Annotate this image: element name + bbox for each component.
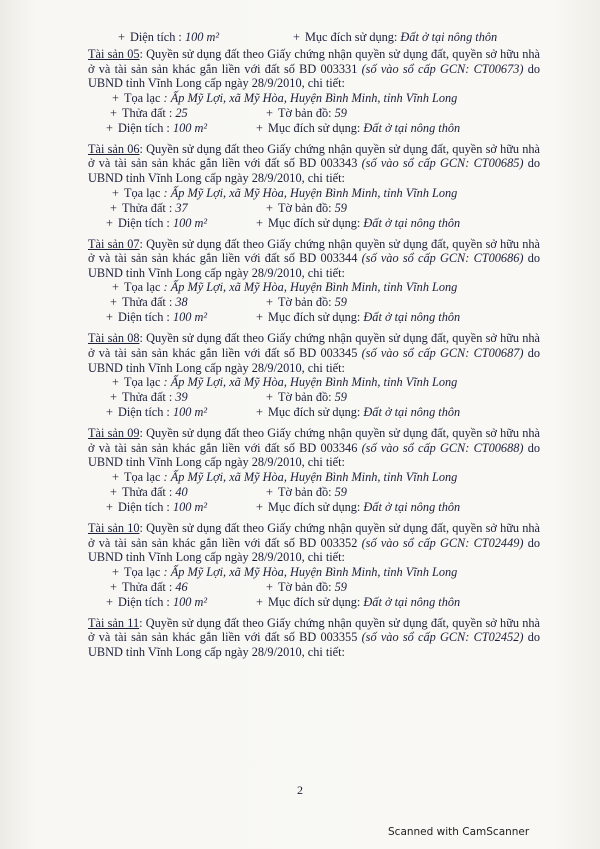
asset-block-10 bbox=[88, 521, 540, 610]
plot-value: 38 bbox=[175, 295, 188, 310]
bullet-plus: + bbox=[118, 30, 125, 44]
asset-heading: Tài sản 07 bbox=[88, 236, 140, 251]
asset-block-06 bbox=[88, 142, 540, 231]
purpose-label: Mục đích sử dụng: bbox=[267, 499, 361, 514]
asset-text: : Quyền sử dụng đất theo Giấy chứng nhận quyền sử dụng đất, quyền sở hữu nhà ở và tài sản sản khác gắn liền với đất số BD 003346 bbox=[88, 426, 541, 455]
asset-text: : Quyền sử dụng đất theo Giấy chứng nhận quyền sử dụng đất, quyền sở hữu nhà ở và tài sản sản khác gắn liền với đất số BD 003352 bbox=[88, 520, 541, 550]
asset-text: : Quyền sử dụng đất theo Giấy chứng nhận quyền sử dụng đất, quyền sở hữu nhà ở và tài sản sản khác gắn liền với đất số BD 003345 bbox=[88, 331, 541, 360]
sheet-value: 59 bbox=[334, 200, 347, 215]
bullet-plus: + bbox=[112, 375, 119, 390]
sheet-label: Tờ bản đồ: bbox=[277, 200, 332, 215]
sheet-label: Tờ bản đồ: bbox=[277, 484, 332, 499]
bullet-plus: + bbox=[293, 30, 300, 44]
area-value: 100 m² bbox=[172, 120, 208, 135]
bullet-plus: + bbox=[110, 484, 117, 499]
purpose-value: Đất ở tại nông thôn bbox=[363, 405, 461, 420]
sheet-label: Tờ bản đồ: bbox=[277, 105, 332, 120]
bullet-plus: + bbox=[110, 200, 117, 215]
asset-registration: (số vào sổ cấp GCN: CT00673) bbox=[361, 61, 524, 76]
bullet-plus: + bbox=[112, 469, 119, 484]
bullet-plus: + bbox=[266, 105, 273, 120]
plot-label: Thửa đất : bbox=[121, 295, 173, 310]
asset-block-05 bbox=[88, 47, 540, 136]
purpose-label: Mục đích sử dụng: bbox=[304, 30, 398, 44]
area-label: Diện tích : bbox=[129, 30, 182, 44]
asset-04-tail-line bbox=[118, 30, 540, 45]
document-body bbox=[88, 30, 540, 665]
asset-paragraph bbox=[88, 47, 540, 91]
location-line bbox=[88, 470, 540, 485]
asset-paragraph bbox=[88, 426, 540, 470]
plot-label: Thửa đất : bbox=[121, 484, 173, 499]
location-value: : Ấp Mỹ Lợi, xã Mỹ Hòa, Huyện Bình Minh, tỉnh Vĩnh Long bbox=[163, 185, 458, 200]
plot-line bbox=[88, 580, 540, 595]
plot-line bbox=[88, 390, 540, 405]
asset-block-09 bbox=[88, 426, 540, 515]
asset-registration: (số vào sổ cấp GCN: CT02449) bbox=[361, 535, 524, 550]
plot-value: 39 bbox=[175, 390, 188, 405]
location-value: : Ấp Mỹ Lợi, xã Mỹ Hòa, Huyện Bình Minh, tỉnh Vĩnh Long bbox=[163, 469, 458, 484]
plot-value: 46 bbox=[175, 579, 188, 594]
area-value: 100 m² bbox=[172, 405, 208, 420]
purpose-value: Đất ở tại nông thôn bbox=[363, 310, 461, 325]
sheet-value: 59 bbox=[334, 579, 347, 594]
plot-label: Thửa đất : bbox=[121, 579, 173, 594]
plot-value: 25 bbox=[175, 105, 188, 120]
area-label: Diện tích : bbox=[117, 499, 170, 514]
asset-text-tail: do UBND tỉnh Vĩnh Long cấp ngày 28/9/2010, chi tiết: bbox=[88, 345, 540, 375]
bullet-plus: + bbox=[256, 120, 263, 135]
plot-line bbox=[88, 485, 540, 500]
location-value: : Ấp Mỹ Lợi, xã Mỹ Hòa, Huyện Bình Minh, tỉnh Vĩnh Long bbox=[163, 375, 458, 390]
asset-registration: (số vào sổ cấp GCN: CT00686) bbox=[361, 251, 524, 266]
sheet-value: 59 bbox=[334, 484, 347, 499]
bullet-plus: + bbox=[112, 185, 119, 200]
bullet-plus: + bbox=[266, 484, 273, 499]
asset-text-tail: do UBND tỉnh Vĩnh Long cấp ngày 28/9/2010, chi tiết: bbox=[88, 535, 540, 565]
bullet-plus: + bbox=[256, 310, 263, 325]
bullet-plus: + bbox=[110, 105, 117, 120]
plot-line bbox=[88, 295, 540, 310]
bullet-plus: + bbox=[106, 499, 113, 514]
bullet-plus: + bbox=[256, 215, 263, 230]
bullet-plus: + bbox=[106, 120, 113, 135]
area-line bbox=[88, 405, 540, 420]
location-value: : Ấp Mỹ Lợi, xã Mỹ Hòa, Huyện Bình Minh, tỉnh Vĩnh Long bbox=[163, 90, 458, 105]
area-line bbox=[88, 500, 540, 515]
purpose-value: Đất ở tại nông thôn bbox=[363, 499, 461, 514]
asset-text: : Quyền sử dụng đất theo Giấy chứng nhận quyền sử dụng đất, quyền sở hữu nhà ở và tài sản sản khác gắn liền với đất số BD 003355 bbox=[88, 615, 540, 645]
bullet-plus: + bbox=[266, 200, 273, 215]
sheet-label: Tờ bản đồ: bbox=[277, 579, 332, 594]
area-line bbox=[88, 310, 540, 325]
asset-text: : Quyền sử dụng đất theo Giấy chứng nhận quyền sử dụng đất, quyền sở hữu nhà ở và tài sản sản khác gắn liền với đất số BD 003344 bbox=[88, 236, 541, 266]
purpose-label: Mục đích sử dụng: bbox=[267, 215, 361, 230]
area-value: 100 m² bbox=[184, 30, 220, 44]
asset-heading: Tài sản 10 bbox=[88, 520, 140, 535]
purpose-label: Mục đích sử dụng: bbox=[267, 310, 361, 325]
area-line bbox=[88, 595, 540, 610]
asset-block-07 bbox=[88, 237, 540, 326]
purpose-label: Mục đích sử dụng: bbox=[267, 120, 361, 135]
asset-heading: Tài sản 09 bbox=[88, 426, 140, 441]
bullet-plus: + bbox=[266, 295, 273, 310]
sheet-value: 59 bbox=[334, 105, 347, 120]
bullet-plus: + bbox=[106, 405, 113, 420]
bullet-plus: + bbox=[110, 295, 117, 310]
location-line bbox=[88, 280, 540, 295]
asset-registration: (số vào sổ cấp GCN: CT02452) bbox=[361, 630, 524, 645]
bullet-plus: + bbox=[256, 594, 263, 609]
asset-registration: (số vào sổ cấp GCN: CT00687) bbox=[361, 345, 524, 360]
location-line bbox=[88, 186, 540, 201]
asset-paragraph bbox=[88, 142, 540, 186]
plot-value: 40 bbox=[175, 484, 188, 499]
plot-line bbox=[88, 106, 540, 121]
purpose-value: Đất ở tại nông thôn bbox=[363, 120, 461, 135]
sheet-label: Tờ bản đồ: bbox=[277, 390, 332, 405]
asset-text-tail: do UBND tỉnh Vĩnh Long cấp ngày 28/9/2010, chi tiết: bbox=[88, 440, 540, 470]
location-label: Tọa lạc bbox=[123, 564, 161, 579]
plot-line bbox=[88, 201, 540, 216]
area-label: Diện tích : bbox=[117, 405, 170, 420]
purpose-value: Đất ở tại nông thôn bbox=[363, 594, 461, 609]
area-label: Diện tích : bbox=[117, 120, 170, 135]
scanner-watermark: Scanned with CamScanner bbox=[388, 826, 530, 838]
purpose-value: Đất ở tại nông thôn bbox=[363, 215, 461, 230]
location-line bbox=[88, 565, 540, 580]
asset-text: : Quyền sử dụng đất theo Giấy chứng nhận quyền sử dụng đất, quyền sở hữu nhà ở và tài sản sản khác gắn liền với đất số BD 003331 bbox=[88, 47, 541, 76]
asset-block-08 bbox=[88, 331, 540, 420]
asset-paragraph bbox=[88, 331, 540, 375]
asset-block-11 bbox=[88, 616, 540, 660]
area-line bbox=[88, 121, 540, 136]
location-label: Tọa lạc bbox=[123, 375, 161, 390]
bullet-plus: + bbox=[266, 390, 273, 405]
purpose-value: Đất ở tại nông thôn bbox=[400, 30, 498, 44]
page-number: 2 bbox=[297, 783, 303, 797]
plot-label: Thửa đất : bbox=[121, 105, 173, 120]
bullet-plus: + bbox=[110, 579, 117, 594]
plot-value: 37 bbox=[175, 200, 188, 215]
asset-paragraph bbox=[88, 616, 540, 660]
location-value: : Ấp Mỹ Lợi, xã Mỹ Hòa, Huyện Bình Minh, tỉnh Vĩnh Long bbox=[163, 564, 458, 579]
bullet-plus: + bbox=[106, 215, 113, 230]
asset-heading: Tài sản 05 bbox=[88, 47, 140, 61]
bullet-plus: + bbox=[106, 310, 113, 325]
asset-text: : Quyền sử dụng đất theo Giấy chứng nhận quyền sử dụng đất, quyền sở hữu nhà ở và tài sản sản khác gắn liền với đất số BD 003343 bbox=[88, 141, 541, 171]
asset-text-tail: do UBND tỉnh Vĩnh Long cấp ngày 28/9/2010, chi tiết: bbox=[88, 156, 540, 185]
location-line bbox=[88, 375, 540, 390]
area-label: Diện tích : bbox=[117, 310, 170, 325]
bullet-plus: + bbox=[112, 280, 119, 295]
bullet-plus: + bbox=[266, 579, 273, 594]
area-value: 100 m² bbox=[172, 594, 208, 609]
asset-list bbox=[88, 47, 540, 610]
sheet-label: Tờ bản đồ: bbox=[277, 295, 332, 310]
area-label: Diện tích : bbox=[117, 215, 170, 230]
plot-label: Thửa đất : bbox=[121, 200, 173, 215]
asset-paragraph bbox=[88, 521, 540, 565]
location-label: Tọa lạc bbox=[123, 90, 161, 105]
purpose-label: Mục đích sử dụng: bbox=[267, 594, 361, 609]
asset-registration: (số vào sổ cấp GCN: CT00688) bbox=[361, 440, 524, 455]
area-line bbox=[88, 216, 540, 231]
bullet-plus: + bbox=[112, 90, 119, 105]
location-label: Tọa lạc bbox=[123, 469, 161, 484]
asset-text-tail: do UBND tỉnh Vĩnh Long cấp ngày 28/9/2010, chi tiết: bbox=[88, 630, 540, 659]
purpose-label: Mục đích sử dụng: bbox=[267, 405, 361, 420]
asset-paragraph bbox=[88, 237, 540, 281]
sheet-value: 59 bbox=[334, 295, 347, 310]
asset-heading: Tài sản 08 bbox=[88, 331, 140, 346]
asset-text-tail: do UBND tỉnh Vĩnh Long cấp ngày 28/9/2010, chi tiết: bbox=[88, 251, 540, 280]
area-value: 100 m² bbox=[172, 499, 208, 514]
location-line bbox=[88, 91, 540, 106]
bullet-plus: + bbox=[256, 499, 263, 514]
plot-label: Thửa đất : bbox=[121, 390, 173, 405]
asset-registration: (số vào sổ cấp GCN: CT00685) bbox=[361, 156, 524, 171]
bullet-plus: + bbox=[110, 390, 117, 405]
asset-text-tail: do UBND tỉnh Vĩnh Long cấp ngày 28/9/2010, chi tiết: bbox=[88, 61, 540, 91]
location-value: : Ấp Mỹ Lợi, xã Mỹ Hòa, Huyện Bình Minh, tỉnh Vĩnh Long bbox=[163, 280, 458, 295]
asset-heading: Tài sản 11 bbox=[88, 615, 140, 630]
area-value: 100 m² bbox=[172, 215, 208, 230]
bullet-plus: + bbox=[256, 405, 263, 420]
location-label: Tọa lạc bbox=[123, 185, 161, 200]
bullet-plus: + bbox=[106, 594, 113, 609]
bullet-plus: + bbox=[112, 564, 119, 579]
sheet-value: 59 bbox=[334, 390, 347, 405]
asset-heading: Tài sản 06 bbox=[88, 141, 140, 156]
area-value: 100 m² bbox=[172, 310, 208, 325]
location-label: Tọa lạc bbox=[123, 280, 161, 295]
area-label: Diện tích : bbox=[117, 594, 170, 609]
